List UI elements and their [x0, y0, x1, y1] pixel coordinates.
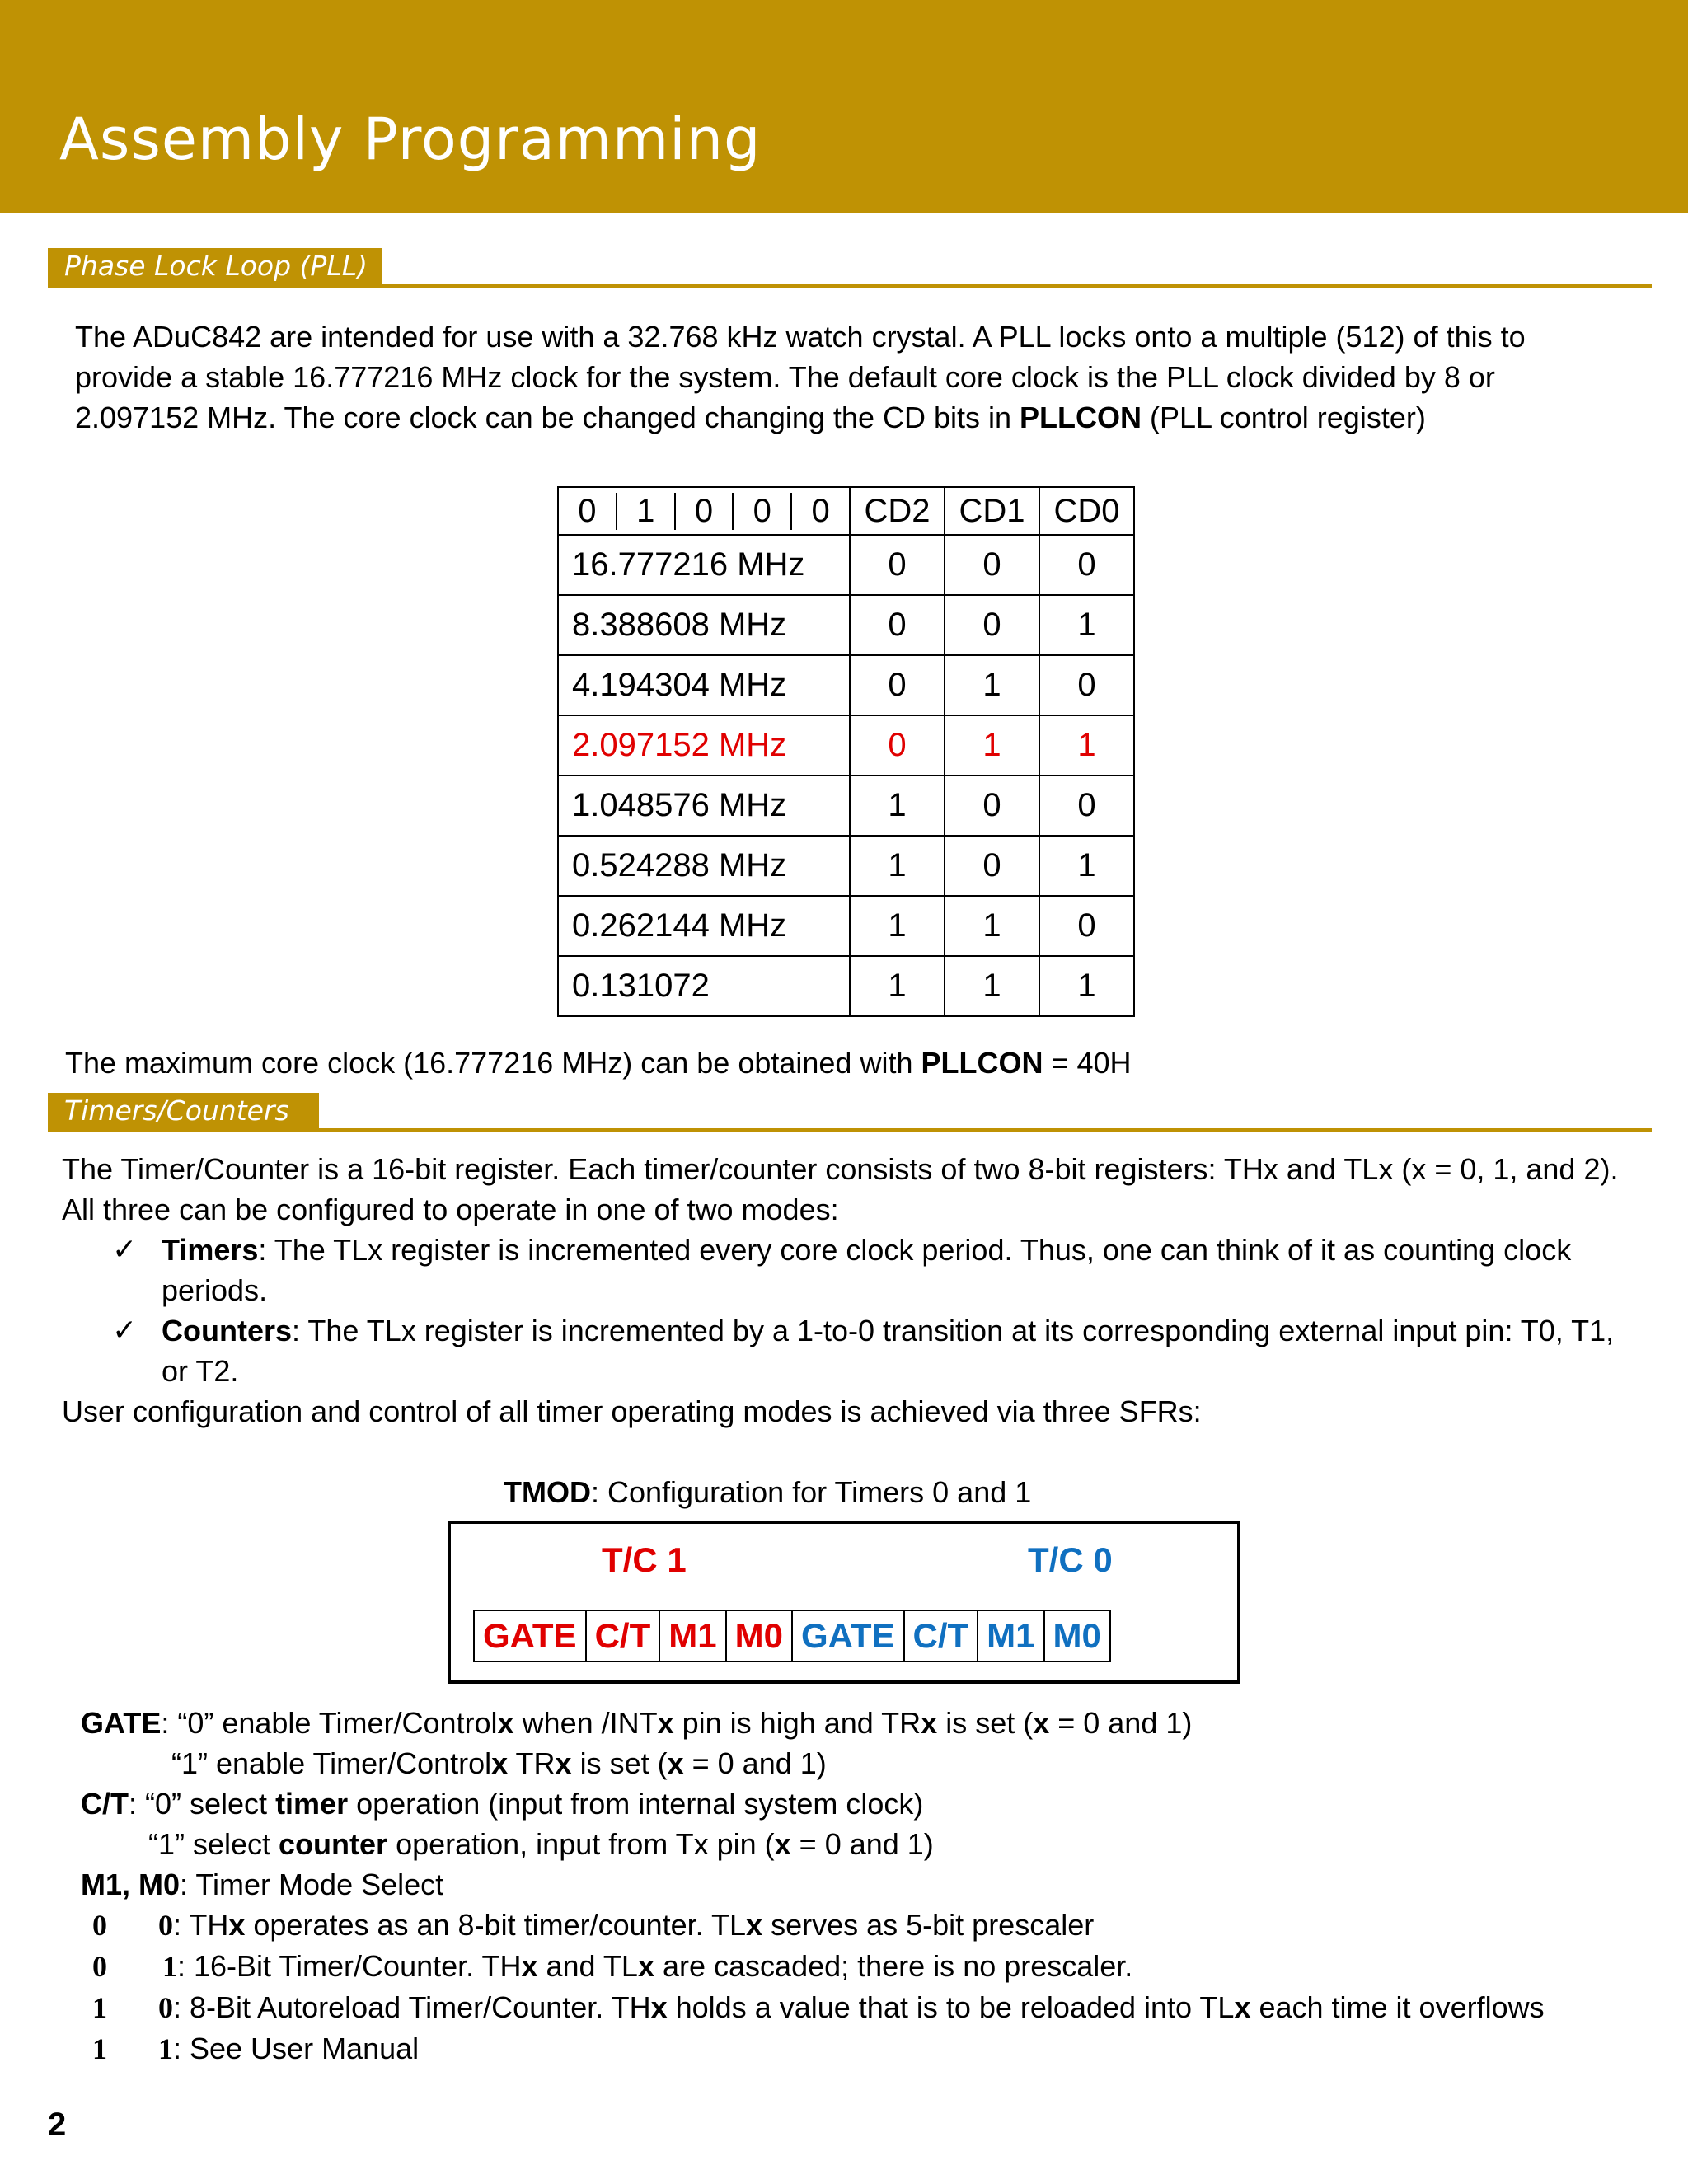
ct-text: operation (input from internal system clock)	[348, 1787, 924, 1821]
mode-text: holds a value that is to be reloaded into TL	[667, 1990, 1235, 2024]
pllcon-term: PLLCON	[1020, 401, 1142, 434]
mode-term: M1, M0	[81, 1868, 181, 1901]
max-clock-note	[65, 1043, 1132, 1083]
gate-text: TR	[508, 1746, 556, 1780]
section-heading-pll	[48, 248, 1652, 288]
cd2-cell: 1	[850, 776, 945, 836]
freq-cell: 4.194304 MHz	[558, 655, 850, 715]
pll-divider-table	[557, 486, 1135, 1017]
tmod-bit-ct1: C/T	[585, 1611, 659, 1661]
cd0-cell: 1	[1039, 956, 1134, 1016]
x-var: x	[921, 1706, 938, 1740]
tc1-label: T/C 1	[602, 1540, 687, 1579]
section-tab-timers: Timers/Counters	[48, 1093, 319, 1128]
x-var: x	[491, 1746, 509, 1780]
mode-m1: 0	[92, 1909, 107, 1942]
mode-text: each time it overflows	[1250, 1990, 1545, 2024]
table-row	[558, 535, 1134, 595]
mode-text: are cascaded; there is no prescaler.	[654, 1949, 1133, 1983]
timers-intro-line1: The Timer/Counter is a 16-bit register. Each timer/counter consists of two 8-bit registers: THx and TLx (x = 0, 1, and 2).	[62, 1152, 1619, 1186]
cd0-cell: 1	[1039, 715, 1134, 776]
mode-m1: 1	[92, 1991, 107, 2024]
x-var: x	[637, 1949, 654, 1983]
timer-term: timer	[275, 1787, 349, 1821]
pll-intro-line3: 2.097152 MHz. The core clock can be changed changing the CD bits in	[75, 401, 1020, 434]
bullet-counters-text-cont: or T2.	[162, 1354, 239, 1388]
mode-m0: 0	[158, 1991, 173, 2024]
freq-cell: 16.777216 MHz	[558, 535, 850, 595]
tmod-bit-m1-0: M1	[977, 1611, 1043, 1661]
gate-text: pin is high and TR	[673, 1706, 921, 1740]
table-row	[558, 896, 1134, 956]
tmod-bit-m1-1: M1	[659, 1611, 724, 1661]
cd2-cell: 0	[850, 595, 945, 655]
bullet-timers	[112, 1230, 1571, 1310]
x-var: x	[228, 1908, 246, 1942]
pll-intro-line2: provide a stable 16.777216 MHz clock for the system. The default core clock is the PLL clock divided by 8 or	[75, 360, 1495, 394]
pll-table-header	[558, 487, 1134, 535]
header-cd1: CD1	[945, 487, 1039, 535]
table-row	[558, 956, 1134, 1016]
table-row	[558, 655, 1134, 715]
cd0-cell: 0	[1039, 896, 1134, 956]
cd1-cell: 0	[945, 535, 1039, 595]
cd0-cell: 1	[1039, 595, 1134, 655]
x-var: x	[521, 1949, 538, 1983]
check-icon: ✓	[112, 1314, 138, 1347]
ct-description	[81, 1783, 934, 1864]
tmod-bit-ct0: C/T	[903, 1611, 978, 1661]
cd1-cell: 1	[945, 715, 1039, 776]
table-row	[558, 776, 1134, 836]
pllcon-bit-3: 0	[790, 493, 849, 530]
x-var: x	[650, 1990, 668, 2024]
cd1-cell: 1	[945, 956, 1039, 1016]
page-number: 2	[48, 2107, 67, 2143]
tmod-bit-gate0: GATE	[791, 1611, 903, 1661]
cd1-cell: 1	[945, 655, 1039, 715]
mode-text: : 8-Bit Autoreload Timer/Counter. TH	[173, 1990, 651, 2024]
x-var: x	[667, 1746, 684, 1780]
gate-text: is set (	[571, 1746, 668, 1780]
gate-text: “1” enable Timer/Control	[171, 1746, 492, 1780]
tmod-caption-text: : Configuration for Timers 0 and 1	[590, 1475, 1032, 1509]
tmod-caption	[504, 1472, 1031, 1512]
header-cd0: CD0	[1039, 487, 1134, 535]
mode-m0: 0	[158, 1909, 173, 1942]
freq-cell: 2.097152 MHz	[558, 715, 850, 776]
cd1-cell: 0	[945, 776, 1039, 836]
tmod-bit-fields	[473, 1610, 1111, 1662]
ct-text: : “0” select	[129, 1787, 276, 1821]
cd2-cell: 0	[850, 655, 945, 715]
tmod-bit-m0-1: M0	[725, 1611, 791, 1661]
x-var: x	[497, 1706, 514, 1740]
list-item	[92, 2028, 1545, 2069]
freq-cell: 0.524288 MHz	[558, 836, 850, 896]
freq-cell: 8.388608 MHz	[558, 595, 850, 655]
bullet-timers-term: Timers	[162, 1233, 259, 1267]
x-var: x	[657, 1706, 674, 1740]
mode-text: : 16-Bit Timer/Counter. TH	[177, 1949, 522, 1983]
pllcon-bit-7: 0	[578, 492, 597, 529]
pll-intro-line1: The ADuC842 are intended for use with a 32.768 kHz watch crystal. A PLL locks onto a multiple (512) of this to	[75, 320, 1526, 354]
list-item	[92, 1905, 1545, 1946]
x-var: x	[1033, 1706, 1050, 1740]
mode-m0: 1	[162, 1950, 177, 1983]
list-item	[92, 1946, 1545, 1987]
freq-cell: 0.262144 MHz	[558, 896, 850, 956]
pllcon-term: PLLCON	[921, 1046, 1043, 1080]
x-var: x	[1234, 1990, 1251, 2024]
ct-term: C/T	[81, 1787, 129, 1821]
sfr-intro: User configuration and control of all timer operating modes is achieved via three SFRs:	[62, 1394, 1202, 1428]
x-var: x	[746, 1908, 763, 1942]
cd1-cell: 0	[945, 595, 1039, 655]
freq-cell: 1.048576 MHz	[558, 776, 850, 836]
gate-text: : “0” enable Timer/Control	[161, 1706, 498, 1740]
table-row	[558, 595, 1134, 655]
gate-text: is set (	[937, 1706, 1034, 1740]
gate-text: = 0 and 1)	[1049, 1706, 1193, 1740]
bullet-counters-term: Counters	[162, 1314, 293, 1347]
tmod-bit-gate1: GATE	[483, 1616, 577, 1655]
counter-term: counter	[279, 1827, 388, 1861]
table-row	[558, 836, 1134, 896]
tmod-term: TMOD	[504, 1475, 591, 1509]
table-row-default-highlighted	[558, 715, 1134, 776]
cd0-cell: 0	[1039, 655, 1134, 715]
max-clock-note-value: = 40H	[1043, 1046, 1132, 1080]
mode-select-heading	[81, 1864, 443, 1905]
x-var: x	[555, 1746, 572, 1780]
tmod-register-diagram	[448, 1521, 1240, 1684]
bullet-timers-text: : The TLx register is incremented every core clock period. Thus, one can think of it as counting clock	[258, 1233, 1572, 1267]
tc0-label: T/C 0	[1028, 1540, 1113, 1579]
max-clock-note-text: The maximum core clock (16.777216 MHz) can be obtained with	[65, 1046, 921, 1080]
mode-select-text: : Timer Mode Select	[180, 1868, 444, 1901]
cd2-cell: 1	[850, 836, 945, 896]
mode-text: and TL	[537, 1949, 638, 1983]
x-var: x	[774, 1827, 791, 1861]
cd2-cell: 1	[850, 896, 945, 956]
cd1-cell: 0	[945, 836, 1039, 896]
gate-text: when /INT	[513, 1706, 658, 1740]
mode-text: operates as an 8-bit timer/counter. TL	[245, 1908, 747, 1942]
mode-list	[92, 1905, 1545, 2069]
gate-description	[81, 1703, 1192, 1783]
cd0-cell: 0	[1039, 535, 1134, 595]
gate-term: GATE	[81, 1706, 162, 1740]
mode-m1: 0	[92, 1950, 107, 1983]
freq-cell: 0.131072	[558, 956, 850, 1016]
pll-intro-line3-end: (PLL control register)	[1142, 401, 1426, 434]
cd0-cell: 0	[1039, 776, 1134, 836]
mode-text: : See User Manual	[173, 2032, 420, 2065]
bullet-counters	[112, 1310, 1614, 1391]
gate-text: = 0 and 1)	[683, 1746, 827, 1780]
pllcon-bit-5: 0	[674, 493, 733, 530]
page-title: Assembly Programming	[59, 105, 762, 173]
ct-text: = 0 and 1)	[790, 1827, 934, 1861]
ct-text: “1” select	[148, 1827, 279, 1861]
cd2-cell: 0	[850, 715, 945, 776]
check-icon: ✓	[112, 1233, 138, 1267]
pllcon-fixed-bits-cell	[558, 487, 850, 535]
mode-text: serves as 5-bit prescaler	[762, 1908, 1095, 1942]
ct-text: operation, input from Tx pin (	[387, 1827, 775, 1861]
bullet-counters-text: : The TLx register is incremented by a 1-to-0 transition at its corresponding external input pin: T0, T1,	[292, 1314, 1615, 1347]
mode-m0: 1	[158, 2032, 173, 2065]
timers-intro-line2: All three can be configured to operate in one of two modes:	[62, 1193, 839, 1226]
mode-text: : TH	[173, 1908, 229, 1942]
list-item	[92, 1987, 1545, 2028]
mode-m1: 1	[92, 2032, 107, 2065]
cd2-cell: 0	[850, 535, 945, 595]
header-cd2: CD2	[850, 487, 945, 535]
pllcon-bit-4: 0	[732, 493, 790, 530]
cd1-cell: 1	[945, 896, 1039, 956]
tmod-bit-m0-0: M0	[1043, 1611, 1109, 1661]
pll-intro	[75, 316, 1526, 438]
cd0-cell: 1	[1039, 836, 1134, 896]
timers-intro	[62, 1149, 1618, 1230]
pllcon-bit-6: 1	[616, 493, 674, 530]
section-tab-pll: Phase Lock Loop (PLL)	[48, 248, 382, 284]
section-heading-timers	[48, 1093, 1652, 1132]
page-banner	[0, 0, 1688, 213]
bullet-timers-text-cont: periods.	[162, 1273, 268, 1307]
cd2-cell: 1	[850, 956, 945, 1016]
